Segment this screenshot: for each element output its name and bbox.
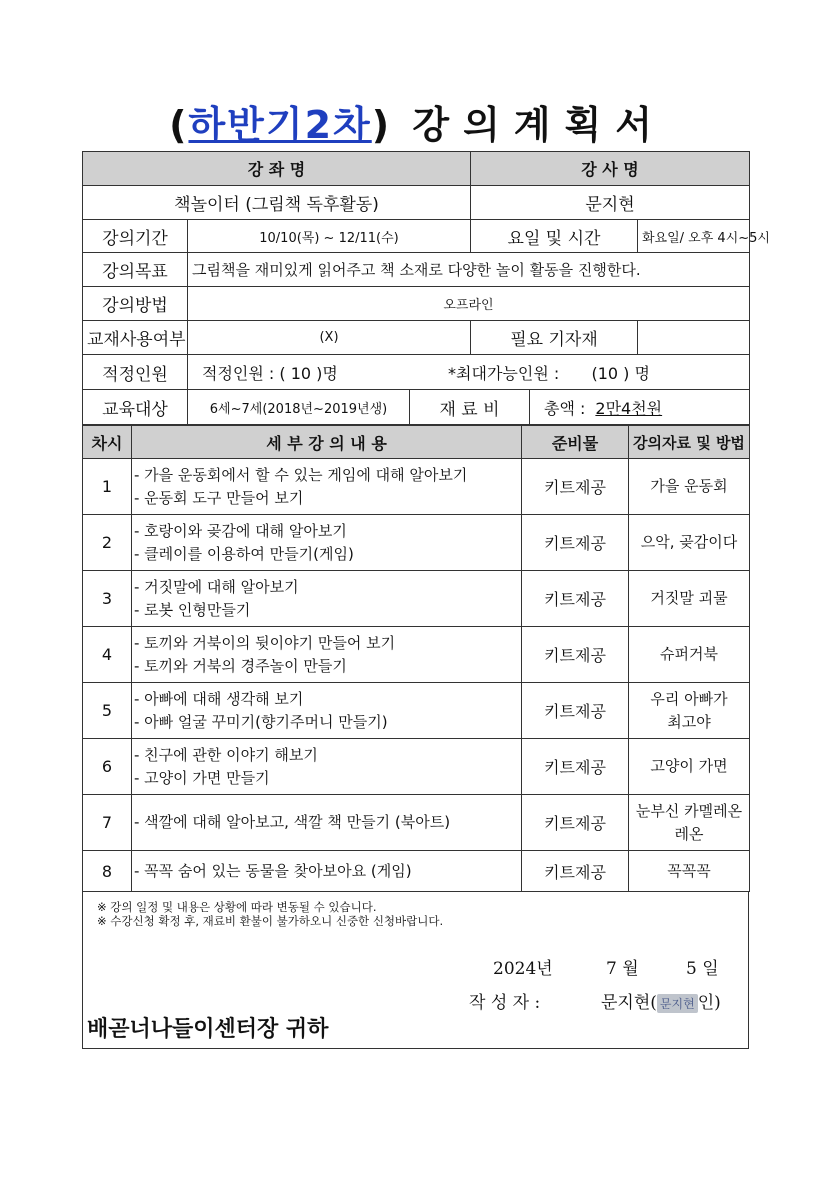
textbook-label: 교재사용여부 bbox=[83, 321, 188, 355]
capacity-label: 적정인원 bbox=[83, 355, 188, 390]
time-label: 요일 및 시간 bbox=[471, 220, 638, 253]
equipment-label: 필요 기자재 bbox=[471, 321, 638, 355]
method-value: 오프라인 bbox=[188, 287, 750, 321]
method-label: 강의방법 bbox=[83, 287, 188, 321]
session-number: 4 bbox=[83, 627, 132, 683]
table-row bbox=[83, 459, 750, 515]
session-number: 8 bbox=[83, 851, 132, 892]
table-row bbox=[83, 851, 750, 892]
notice-refund: ※ 수강신청 확정 후, 재료비 환불이 불가하오니 신중한 신청바랍니다. bbox=[97, 914, 444, 928]
header-prep: 준비물 bbox=[522, 426, 629, 459]
session-material: 슈퍼거북 bbox=[629, 627, 750, 683]
session-content bbox=[132, 683, 522, 739]
content-line: - 토끼와 거북의 경주놀이 만들기 bbox=[134, 656, 347, 675]
content-line: - 아빠 얼굴 꾸미기(향기주머니 만들기) bbox=[134, 712, 388, 731]
fee-total-label: 총액 : bbox=[544, 398, 586, 418]
capacity-max-label: *최대가능인원 : bbox=[448, 363, 560, 383]
session-number: 1 bbox=[83, 459, 132, 515]
time-value: 화요일/ 오후 4시~5시 bbox=[638, 220, 750, 253]
author-signature bbox=[601, 988, 721, 1013]
schedule-table bbox=[82, 425, 750, 892]
session-number: 6 bbox=[83, 739, 132, 795]
signature-stamp: 문지현 bbox=[657, 994, 698, 1013]
session-material: 고양이 가면 bbox=[629, 739, 750, 795]
session-number: 2 bbox=[83, 515, 132, 571]
date-year: 2024년 bbox=[493, 959, 553, 979]
page-title bbox=[0, 100, 835, 150]
session-prep: 키트제공 bbox=[522, 851, 629, 892]
session-prep: 키트제공 bbox=[522, 571, 629, 627]
table-row bbox=[83, 571, 750, 627]
session-content bbox=[132, 515, 522, 571]
course-name-value: 책놀이터 (그림책 독후활동) bbox=[83, 186, 471, 220]
session-content bbox=[132, 851, 522, 892]
footer-section bbox=[82, 892, 749, 1049]
session-material: 꼭꼭꼭 bbox=[629, 851, 750, 892]
session-prep: 키트제공 bbox=[522, 683, 629, 739]
fee-label: 재 료 비 bbox=[410, 390, 530, 425]
title-half-term: 하반기2차 bbox=[188, 103, 372, 147]
header-material: 강의자료 및 방법 bbox=[629, 426, 750, 459]
content-line: - 색깔에 대해 알아보고, 색깔 책 만들기 (북아트) bbox=[134, 813, 451, 831]
author-suffix: 인) bbox=[697, 993, 721, 1013]
session-content bbox=[132, 627, 522, 683]
notice-schedule-change: ※ 강의 일정 및 내용은 상황에 따라 변동될 수 있습니다. bbox=[97, 900, 377, 914]
content-line: - 클레이를 이용하여 만들기(게임) bbox=[134, 544, 354, 563]
session-content bbox=[132, 739, 522, 795]
instructor-name-value: 문지현 bbox=[471, 186, 750, 220]
textbook-value: (X) bbox=[188, 321, 471, 355]
content-line: - 토끼와 거북이의 뒷이야기 만들어 보기 bbox=[134, 633, 396, 652]
course-info-table bbox=[82, 151, 770, 425]
date-day: 5 일 bbox=[686, 959, 719, 979]
header-session: 차시 bbox=[83, 426, 132, 459]
target-label: 교육대상 bbox=[83, 390, 188, 425]
session-prep: 키트제공 bbox=[522, 515, 629, 571]
session-material: 거짓말 괴물 bbox=[629, 571, 750, 627]
table-row bbox=[83, 795, 750, 851]
session-prep: 키트제공 bbox=[522, 459, 629, 515]
session-number: 7 bbox=[83, 795, 132, 851]
title-open-paren: ( bbox=[169, 103, 189, 147]
session-content bbox=[132, 571, 522, 627]
session-content bbox=[132, 795, 522, 851]
content-line: - 아빠에 대해 생각해 보기 bbox=[134, 689, 304, 708]
equipment-value bbox=[638, 321, 750, 355]
content-line: - 운동회 도구 만들어 보기 bbox=[134, 488, 304, 507]
period-label: 강의기간 bbox=[83, 220, 188, 253]
table-row bbox=[83, 683, 750, 739]
header-course-name: 강 좌 명 bbox=[83, 152, 471, 186]
content-line: - 로봇 인형만들기 bbox=[134, 600, 251, 619]
fee-total-value: 2만4천원 bbox=[595, 398, 663, 418]
session-prep: 키트제공 bbox=[522, 739, 629, 795]
session-number: 3 bbox=[83, 571, 132, 627]
content-line: - 호랑이와 곶감에 대해 알아보기 bbox=[134, 521, 347, 540]
header-content: 세 부 강 의 내 용 bbox=[132, 426, 522, 459]
session-prep: 키트제공 bbox=[522, 627, 629, 683]
table-row bbox=[83, 627, 750, 683]
author-name: 문지현( bbox=[601, 993, 657, 1013]
capacity-proper: 적정인원 : ( 10 )명 bbox=[202, 363, 338, 383]
session-prep: 키트제공 bbox=[522, 795, 629, 851]
content-line: - 가을 운동회에서 할 수 있는 게임에 대해 알아보기 bbox=[134, 465, 468, 484]
table-row bbox=[83, 739, 750, 795]
capacity-max-value: (10 ) 명 bbox=[591, 363, 650, 383]
session-material: 우리 아빠가 최고야 bbox=[629, 683, 750, 739]
session-material: 눈부신 카멜레온 레온 bbox=[629, 795, 750, 851]
content-line: - 친구에 관한 이야기 해보기 bbox=[134, 745, 318, 764]
goal-value: 그림책을 재미있게 읽어주고 책 소재로 다양한 놀이 활동을 진행한다. bbox=[188, 253, 750, 287]
title-close-paren: ) bbox=[371, 103, 392, 147]
session-material: 으악, 곶감이다 bbox=[629, 515, 750, 571]
author-label: 작 성 자 : bbox=[469, 993, 541, 1013]
target-value: 6세~7세(2018년~2019년생) bbox=[188, 390, 410, 425]
table-row bbox=[83, 515, 750, 571]
content-line: - 거짓말에 대해 알아보기 bbox=[134, 577, 299, 596]
goal-label: 강의목표 bbox=[83, 253, 188, 287]
content-line: - 고양이 가면 만들기 bbox=[134, 768, 270, 787]
addressee: 배곧너나들이센터장 귀하 bbox=[87, 1017, 329, 1042]
session-content bbox=[132, 459, 522, 515]
title-main: 강의계획서 bbox=[412, 103, 666, 147]
period-value: 10/10(목) ~ 12/11(수) bbox=[188, 220, 471, 253]
header-instructor-name: 강 사 명 bbox=[471, 152, 750, 186]
content-line: - 꼭꼭 숨어 있는 동물을 찾아보아요 (게임) bbox=[134, 861, 412, 880]
session-material: 가을 운동회 bbox=[629, 459, 750, 515]
session-number: 5 bbox=[83, 683, 132, 739]
date-month: 7 월 bbox=[606, 959, 639, 979]
